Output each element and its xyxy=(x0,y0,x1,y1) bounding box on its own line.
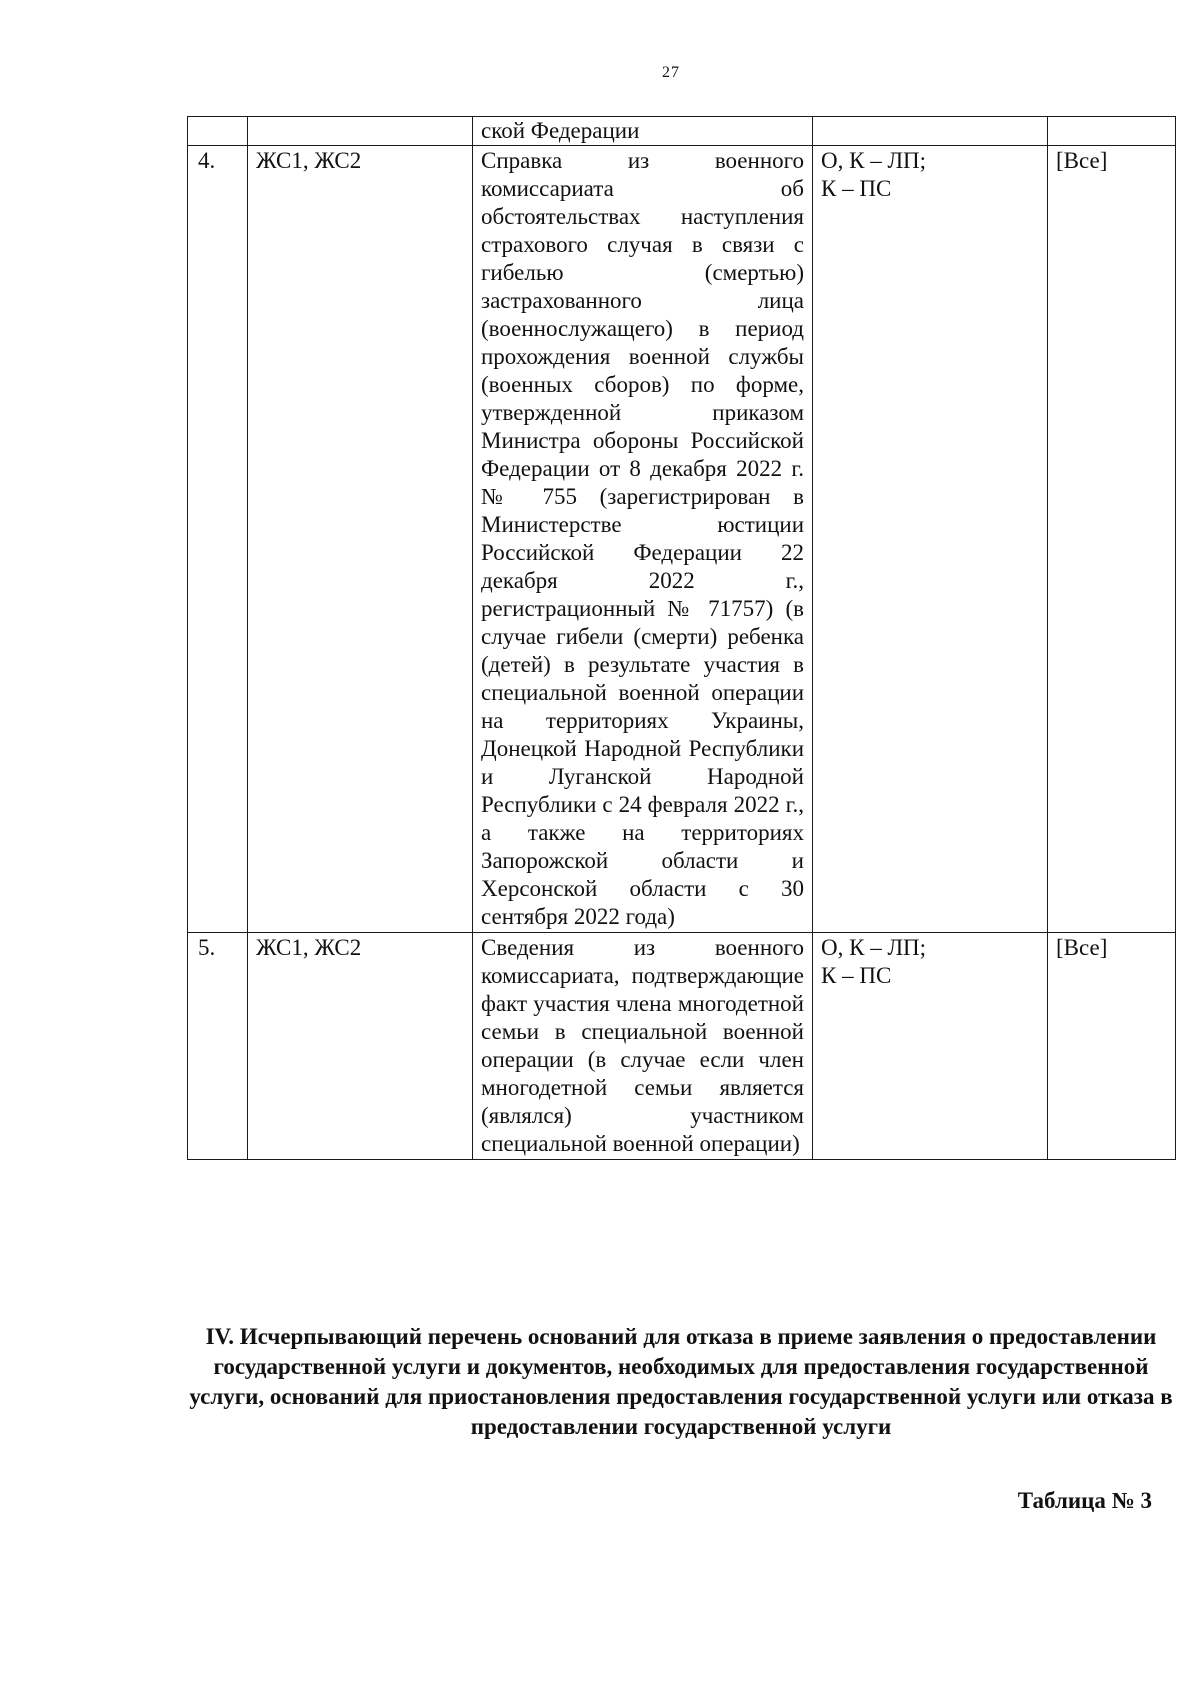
row-number: 5. xyxy=(188,933,248,1160)
page-number: 27 xyxy=(662,64,680,81)
row-scope: [Все] xyxy=(1048,146,1176,933)
row-form-line: О, К – ЛП; xyxy=(821,148,927,173)
table-caption: Таблица № 3 xyxy=(1017,1488,1152,1513)
table-cell-empty xyxy=(1048,117,1176,146)
row-codes: ЖС1, ЖС2 xyxy=(248,146,473,933)
row-number: 4. xyxy=(188,146,248,933)
table-cell-empty xyxy=(188,117,248,146)
table-cell-empty xyxy=(248,117,473,146)
row-form-line: О, К – ЛП; xyxy=(821,935,927,960)
table-row xyxy=(188,933,1176,1160)
row-description: Сведения из военного комиссариата, подтверждающие факт участия члена многодетной семьи в специальной военной операции (в случае если член многодетной семьи является (являлся) участником специальной военной операции) xyxy=(473,933,813,1160)
row-form-line: К – ПС xyxy=(821,176,892,201)
table-cell-empty xyxy=(813,117,1048,146)
documents-table xyxy=(187,116,1176,1160)
row-form xyxy=(813,146,1048,933)
continuation-text: ской Федерации xyxy=(473,117,813,146)
table-row-continuation xyxy=(188,117,1176,146)
row-form-line: К – ПС xyxy=(821,963,892,988)
table-row xyxy=(188,146,1176,933)
section-heading: IV. Исчерпывающий перечень оснований для отказа в приеме заявления о предоставлении государственной услуги и документов, необходимых для предоставления государственной услуги, оснований для приостановления предоставления государственной услуги или отказа в предоставлении государственной услуги xyxy=(189,1324,1173,1439)
row-codes: ЖС1, ЖС2 xyxy=(248,933,473,1160)
row-form xyxy=(813,933,1048,1160)
row-scope: [Все] xyxy=(1048,933,1176,1160)
row-description: Справка из военного комиссариата об обстоятельствах наступления страхового случая в связи с гибелью (смертью) застрахованного лица (военнослужащего) в период прохождения военной службы (военных сборов) по форме, утвержденной приказом Министра обороны Российской Федерации от 8 декабря 2022 г. № 755 (зарегистрирован в Министерстве юстиции Российской Федерации 22 декабря 2022 г., регистрационный № 71757) (в случае гибели (смерти) ребенка (детей) в результате участия в специальной военной операции на территориях Украины, Донецкой Народной Республики и Луганской Народной Республики с 24 февраля 2022 г., а также на территориях Запорожской области и Херсонской области с 30 сентября 2022 года) xyxy=(473,146,813,933)
